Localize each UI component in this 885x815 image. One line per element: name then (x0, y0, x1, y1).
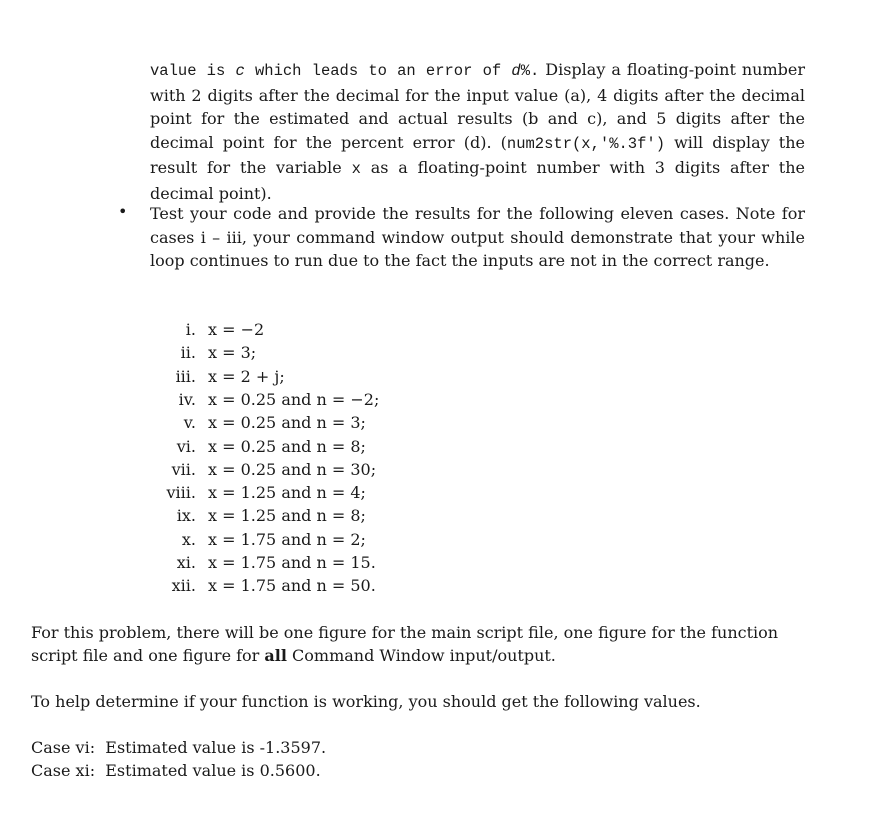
code-num2str: num2str(x,'%.3f') (506, 134, 666, 153)
case-item (0, 365, 600, 388)
case-number: ix. (176, 506, 196, 526)
case-equation: x = 1.25 and n = 4; (208, 483, 366, 503)
case-item (0, 481, 600, 504)
case-item (0, 341, 600, 364)
case-number: x. (181, 529, 196, 549)
format-text-3: as a floating-point number with 3 digits after the decimal point). (150, 158, 806, 203)
case-item (0, 528, 600, 551)
case-equation: x = 0.25 and n = 8; (208, 436, 366, 456)
var-d: d (511, 62, 521, 80)
case-item (0, 504, 600, 527)
paragraph-output-format (150, 58, 805, 205)
code-value-is: value is (150, 62, 236, 80)
case-equation: x = 0.25 and n = 30; (208, 459, 377, 479)
case-equation: x = 1.25 and n = 8; (208, 506, 366, 526)
case-number: i. (185, 320, 196, 339)
case-number: v. (183, 413, 196, 433)
case-number: ii. (180, 343, 196, 363)
case-number: xi. (176, 553, 196, 572)
case-item (0, 435, 600, 458)
case-number: xii. (171, 576, 196, 596)
case-number: iv. (178, 389, 196, 409)
case-equation: x = 0.25 and n = −2; (208, 389, 380, 409)
case-item (0, 574, 600, 597)
case-xi-result: Case xi: Estimated value is 0.5600. (31, 761, 321, 780)
case-item (0, 411, 600, 434)
format-text-2: will display the result for the variable (150, 132, 806, 177)
case-equation: x = 1.75 and n = 2; (208, 529, 366, 549)
figures-text-end: Command Window input/output. (286, 646, 556, 665)
figures-paragraph (31, 621, 821, 667)
case-equation: x = −2 (208, 320, 265, 339)
figures-text: For this problem, there will be one figure for the main script file, one figure for the function script file and one figure for (31, 623, 779, 665)
case-equation: x = 2 + j; (208, 366, 285, 386)
case-equation: x = 3; (208, 343, 257, 363)
case-number: vii. (171, 459, 196, 479)
case-number: vi. (176, 436, 196, 456)
case-item (0, 388, 600, 411)
format-text: Display a floating-point number with 2 digits after the decimal for the input value (a), 4 digits after the decimal point for the estimated and actual results (b and c), and 5 digits after the decimal point for the percent error (d). ( (150, 60, 805, 152)
code-x: x (351, 160, 361, 178)
case-number: iii. (175, 366, 196, 386)
case-vi-result: Case vi: Estimated value is -1.3597. (31, 738, 327, 757)
var-c: c (235, 62, 245, 80)
figures-bold-all: all (264, 646, 287, 665)
case-item (0, 318, 600, 341)
case-equation: x = 1.75 and n = 15. (208, 553, 376, 572)
case-number: viii. (166, 483, 196, 503)
bullet-test-instructions: Test your code and provide the results for the following eleven cases. Note for cases i – iii, your command window output should demonstrate that your while loop continues to run due to the fact the inputs are not in the correct range. (150, 204, 805, 270)
case-equation: x = 1.75 and n = 50. (208, 576, 376, 596)
case-item (0, 551, 600, 574)
code-percent: %. (520, 62, 540, 80)
case-equation: x = 0.25 and n = 3; (208, 413, 366, 433)
bullet-symbol: • (118, 202, 128, 221)
help-paragraph: To help determine if your function is working, you should get the following values. (31, 692, 701, 711)
code-error-of: which leads to an error of (244, 62, 512, 80)
case-item (0, 458, 600, 481)
